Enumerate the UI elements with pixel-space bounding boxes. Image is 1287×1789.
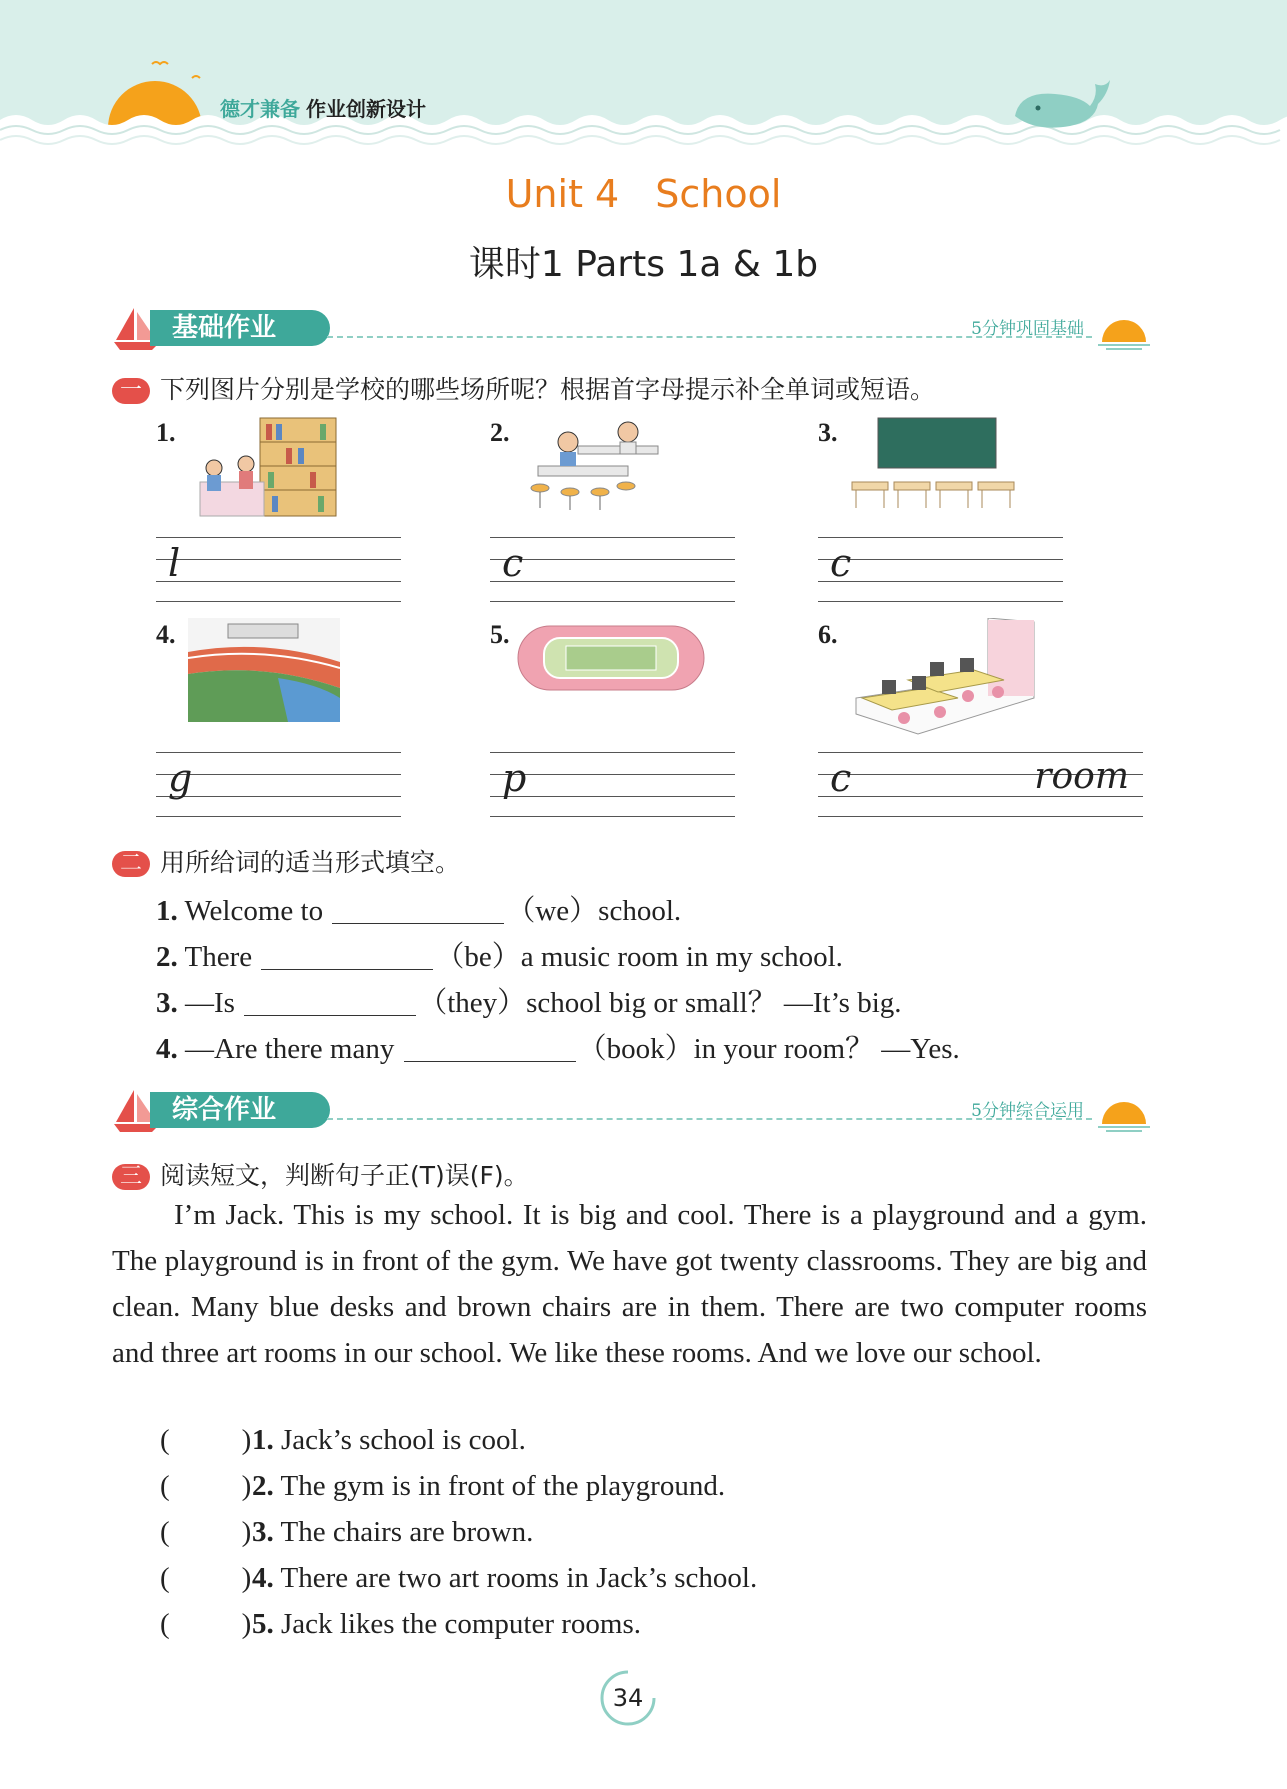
q3-instruction [112,1156,529,1192]
q2-text: 用所给词的适当形式填空。 [160,848,461,877]
tf-text: Jack likes the computer rooms. [281,1608,641,1640]
tf-label: 4. [252,1562,274,1594]
q2-item [156,888,681,929]
section-comp-banner [112,1088,1152,1132]
answer-lines [818,752,1143,818]
section-comp-label: 综合作业 [150,1092,330,1128]
section-basic-tip: 5分钟巩固基础 [971,319,1084,339]
q2-item-label: 4. [156,1033,178,1065]
library-image [190,412,340,522]
answer-parens[interactable]: ( ) [160,1424,252,1456]
canteen-image [518,412,668,517]
answer-parens[interactable]: ( ) [160,1608,252,1640]
q2-before: There [184,941,253,973]
tf-item [160,1424,526,1457]
brand-part2: 作业创新设计 [306,97,426,121]
letter-hint: c [830,756,852,800]
q2-word: （book） [577,1033,694,1065]
tf-item [160,1608,641,1641]
section-basic-banner [112,306,1152,350]
answer-blank[interactable] [261,943,433,970]
letter-hint: p [502,756,527,800]
q1-item-label: 1. [156,418,176,447]
letter-hint: c [502,541,524,585]
q1-item-label: 6. [818,620,838,649]
q2-item [156,934,843,975]
playground-image [514,620,709,696]
q2-after: in your room？ —Yes. [693,1033,960,1065]
answer-lines [156,752,401,818]
tf-label: 5. [252,1608,274,1640]
q1-item-label: 2. [490,418,510,447]
q2-after: a music room in my school. [520,941,843,973]
q3-text: 阅读短文，判断句子正(T)误(F)。 [160,1161,529,1190]
unit-topic: School [655,172,782,216]
q1-item-label: 5. [490,620,510,649]
q2-before: —Are there many [185,1033,395,1065]
q2-before: Welcome to [184,895,324,927]
q1-instruction [112,370,935,406]
whale-icon [1010,76,1115,136]
q2-after: school. [598,895,682,927]
page-header [0,0,1287,150]
q1-text: 下列图片分别是学校的哪些场所呢？根据首字母提示补全单词或短语。 [160,375,936,404]
answer-parens[interactable]: ( ) [160,1562,252,1594]
q3-number: 三 [112,1164,150,1190]
lesson-title: 课时1 Parts 1a & 1b [468,244,819,285]
q2-word: （be） [435,941,521,973]
tf-text: The chairs are brown. [280,1516,534,1548]
q1-item-label: 3. [818,418,838,447]
page-number: 34 [612,1684,644,1712]
answer-blank[interactable] [404,1035,576,1062]
q2-item [156,1026,960,1067]
tf-item [160,1516,533,1549]
answer-parens[interactable]: ( ) [160,1470,252,1502]
reading-passage: I’m Jack. This is my school. It is big and cool. There is a playground and a gym. The playground is in front of the gym. We have got twenty classrooms. They are big and clean. Many blue desks and brown chairs are in them. There are two computer rooms and three art rooms in our school. We like these rooms. And we love our school. [112,1199,1147,1369]
q2-instruction [112,843,460,879]
classroom-image [848,416,1033,514]
brand-part1: 德才兼备 [220,97,300,121]
gym-image [188,618,340,722]
section-comp-tip: 5分钟综合运用 [971,1101,1084,1121]
q2-after: school big or small？ —It’s big. [526,987,902,1019]
q2-item-label: 2. [156,941,178,973]
q2-item-label: 3. [156,987,178,1019]
q2-item [156,980,902,1021]
answer-blank[interactable] [244,989,416,1016]
q2-item-label: 1. [156,895,178,927]
tf-label: 2. [252,1470,274,1502]
q2-word: （we） [506,895,599,927]
tf-item [160,1562,757,1595]
q2-word: （they） [418,987,527,1019]
q2-number: 二 [112,851,150,877]
answer-lines [818,537,1063,603]
answer-lines [490,537,735,603]
tf-item [160,1470,725,1503]
answer-lines [156,537,401,603]
answer-parens[interactable]: ( ) [160,1516,252,1548]
word-suffix: room [1034,756,1129,797]
q1-number: 一 [112,378,150,404]
tf-text: The gym is in front of the playground. [280,1470,726,1502]
letter-hint: l [168,541,181,585]
unit-number: Unit 4 [505,172,620,216]
sunset-icon [1096,1096,1152,1132]
tf-label: 1. [252,1424,274,1456]
unit-title [0,172,1287,216]
q2-before: —Is [185,987,235,1019]
tf-label: 3. [252,1516,274,1548]
tf-text: Jack’s school is cool. [281,1424,526,1456]
letter-hint: c [830,541,852,585]
section-basic-label: 基础作业 [150,310,330,346]
letter-hint: g [168,756,193,800]
q1-item-label: 4. [156,620,176,649]
computer-room-image [848,618,1038,738]
sunset-icon [1096,314,1152,350]
tf-text: There are two art rooms in Jack’s school. [280,1562,758,1594]
answer-lines [490,752,735,818]
answer-blank[interactable] [332,897,504,924]
brand-title [220,93,426,122]
